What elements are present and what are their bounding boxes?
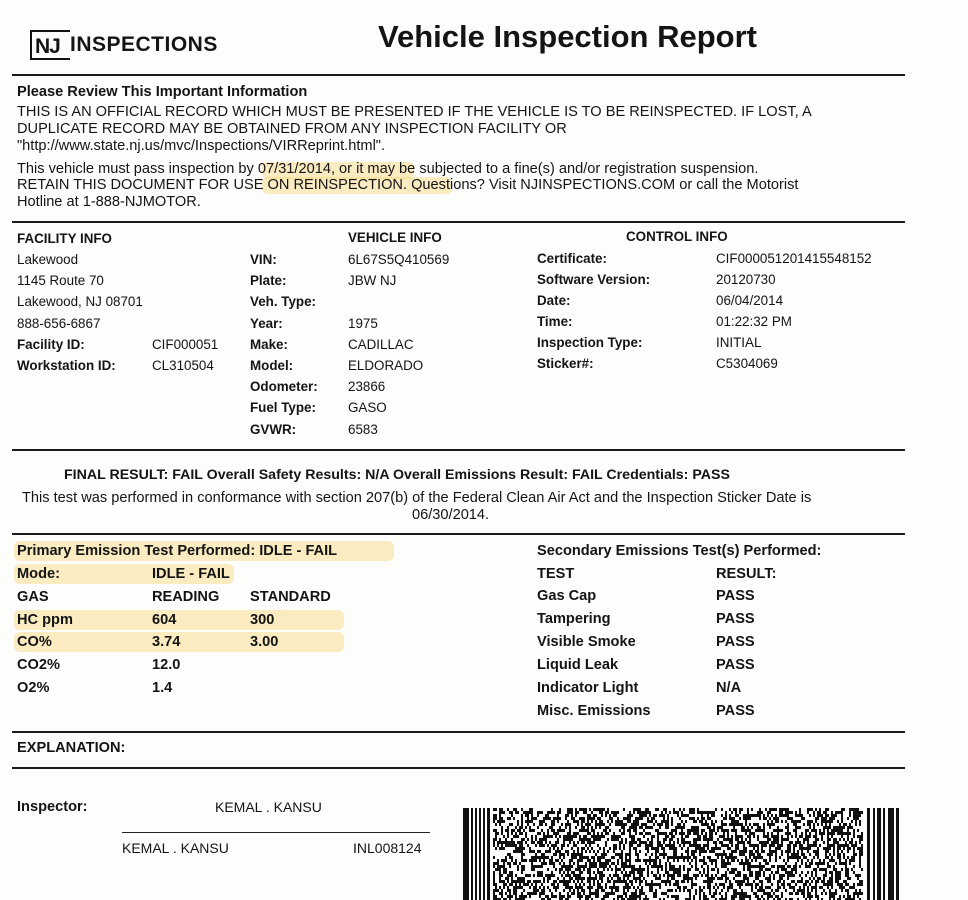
col-standard-header: STANDARD (250, 589, 331, 605)
logo-nj-text: NJ (35, 35, 60, 58)
secondary-test-result: PASS (716, 657, 755, 673)
secondary-test-result: PASS (716, 703, 755, 719)
workstation-id-value: CL310504 (152, 358, 214, 373)
secondary-test-name: Indicator Light (537, 680, 639, 696)
vehicle-field-label: VIN: (250, 252, 277, 267)
vehicle-field-label: Veh. Type: (250, 294, 316, 309)
secondary-test-result: N/A (716, 680, 742, 696)
mode-label: Mode: (17, 566, 60, 582)
inspector-signature: KEMAL . KANSU (215, 799, 322, 815)
divider (12, 221, 905, 223)
vehicle-field-value: CADILLAC (348, 337, 414, 352)
gas-standard: 300 (250, 612, 275, 628)
vehicle-field-label: GVWR: (250, 422, 297, 437)
secondary-test-name: Gas Cap (537, 588, 597, 604)
vehicle-field-label: Fuel Type: (250, 400, 316, 415)
vehicle-field-label: Make: (250, 337, 288, 352)
vehicle-field-value: ELDORADO (348, 358, 424, 373)
control-field-value: C5304069 (716, 356, 778, 371)
control-field-label: Inspection Type: (537, 335, 643, 350)
control-field-value: INITIAL (716, 335, 762, 350)
secondary-test-result: PASS (716, 611, 755, 627)
gas-name: CO% (17, 634, 52, 650)
vehicle-field-value: 6583 (348, 422, 378, 437)
control-field-label: Date: (537, 293, 571, 308)
gas-standard: 3.00 (250, 634, 279, 650)
secondary-emission-heading: Secondary Emissions Test(s) Performed: (537, 543, 822, 559)
col-reading-header: READING (152, 589, 220, 605)
vehicle-field-value: 23866 (348, 379, 386, 394)
col-result-header: RESULT: (716, 566, 777, 582)
control-field-label: Time: (537, 314, 573, 329)
control-field-label: Certificate: (537, 251, 607, 266)
vehicle-field-value: 1975 (348, 316, 378, 331)
mode-value: IDLE - FAIL (152, 566, 230, 582)
inspector-license: INL008124 (353, 840, 422, 856)
vehicle-field-label: Plate: (250, 273, 287, 288)
gas-reading: 1.4 (152, 680, 173, 696)
secondary-test-name: Visible Smoke (537, 634, 636, 650)
notice-heading: Please Review This Important Information (17, 84, 308, 100)
secondary-test-name: Tampering (537, 611, 611, 627)
notice-line: Hotline at 1-888-NJMOTOR. (17, 194, 201, 210)
pdf417-barcode (463, 808, 899, 900)
inspector-label: Inspector: (17, 799, 88, 815)
gas-name: HC ppm (17, 612, 73, 628)
divider (12, 533, 905, 535)
final-result-summary: FINAL RESULT: FAIL Overall Safety Results: N/A Overall Emissions Result: FAIL Credentials: PASS (64, 467, 730, 483)
gas-reading: 604 (152, 612, 177, 628)
logo-wordmark: INSPECTIONS (70, 33, 218, 56)
notice-line: DUPLICATE RECORD MAY BE OBTAINED FROM ANY INSPECTION FACILITY OR (17, 121, 567, 137)
secondary-test-result: PASS (716, 588, 755, 604)
gas-name: CO2% (17, 657, 60, 673)
gas-name: O2% (17, 680, 50, 696)
notice-line: THIS IS AN OFFICIAL RECORD WHICH MUST BE PRESENTED IF THE VEHICLE IS TO BE REINSPECTED. IF LOST, A (17, 104, 812, 120)
workstation-id-label: Workstation ID: (17, 358, 116, 373)
vehicle-field-value: JBW NJ (348, 273, 397, 288)
inspector-printed-name: KEMAL . KANSU (122, 840, 229, 856)
vehicle-heading: VEHICLE INFO (348, 230, 442, 245)
secondary-test-result: PASS (716, 634, 755, 650)
col-gas-header: GAS (17, 589, 49, 605)
vehicle-field-label: Odometer: (250, 379, 318, 394)
sticker-date: 06/30/2014. (412, 507, 490, 523)
facility-street: 1145 Route 70 (17, 273, 104, 288)
secondary-test-name: Misc. Emissions (537, 703, 651, 719)
notice-line: RETAIN THIS DOCUMENT FOR USE ON REINSPECTION. Questions? Visit NJINSPECTIONS.COM or call the Motorist (17, 177, 799, 193)
facility-name: Lakewood (17, 252, 79, 267)
control-field-value: CIF000051201415548152 (716, 251, 872, 266)
facility-city: Lakewood, NJ 08701 (17, 294, 143, 309)
gas-reading: 3.74 (152, 634, 181, 650)
signature-line (122, 832, 430, 833)
vehicle-field-label: Year: (250, 316, 283, 331)
control-field-label: Software Version: (537, 272, 651, 287)
primary-emission-heading: Primary Emission Test Performed: IDLE - FAIL (17, 543, 338, 559)
vehicle-field-label: Model: (250, 358, 294, 373)
facility-id-label: Facility ID: (17, 337, 85, 352)
vehicle-field-value: 6L67S5Q410569 (348, 252, 450, 267)
page-title: Vehicle Inspection Report (378, 19, 757, 54)
control-field-value: 01:22:32 PM (716, 314, 792, 329)
secondary-test-name: Liquid Leak (537, 657, 619, 673)
control-field-value: 06/04/2014 (716, 293, 784, 308)
notice-line: This vehicle must pass inspection by 07/31/2014, or it may be subjected to a fine(s) and/or registration suspension. (17, 161, 759, 177)
vehicle-field-value: GASO (348, 400, 387, 415)
explanation-label: EXPLANATION: (17, 740, 126, 756)
control-heading: CONTROL INFO (626, 229, 728, 244)
control-field-value: 20120730 (716, 272, 776, 287)
divider (12, 74, 905, 76)
divider (12, 449, 905, 451)
col-test-header: TEST (537, 566, 575, 582)
gas-reading: 12.0 (152, 657, 181, 673)
control-field-label: Sticker#: (537, 356, 594, 371)
facility-phone: 888-656-6867 (17, 316, 101, 331)
divider (12, 731, 905, 733)
conformance-statement: This test was performed in conformance with section 207(b) of the Federal Clean Air Act and the Inspection Sticker Date is (22, 490, 812, 506)
facility-heading: FACILITY INFO (17, 231, 112, 246)
divider (12, 767, 905, 769)
notice-line: "http://www.state.nj.us/mvc/Inspections/VIRReprint.html". (17, 138, 386, 154)
facility-id-value: CIF000051 (152, 337, 219, 352)
